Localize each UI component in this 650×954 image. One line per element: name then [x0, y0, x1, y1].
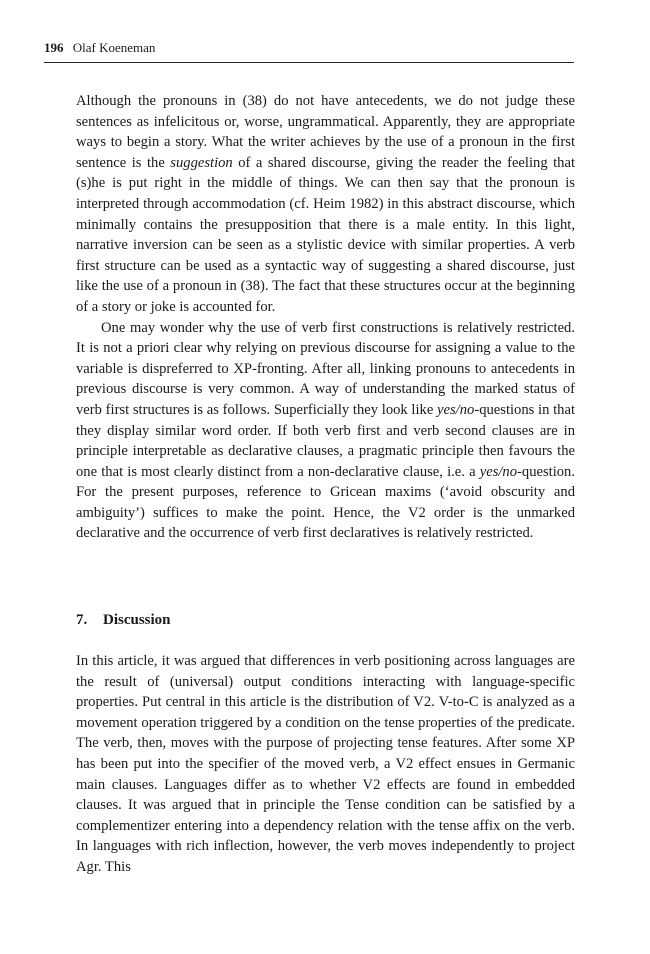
running-head-author: Olaf Koeneman: [72, 40, 156, 55]
paragraph-2-text-b: -questions in that they display similar word order. If both verb first and verb second clauses are in principle interpretable as declarative clauses, a pragmatic principle then favours the one that is most clearly distinct from a non-declarative clause, i.e. a: [76, 401, 575, 480]
section-heading: [76, 610, 171, 630]
section-title: Discussion: [103, 612, 171, 628]
paragraph-2-emphasis-2: yes/no: [479, 463, 518, 480]
body-text-block-2: [76, 651, 575, 878]
paragraph-1: [76, 91, 575, 318]
paragraph-3: In this article, it was argued that differences in verb positioning across languages are the result of (universal) output conditions interacting with language-specific properties. Put central in this article is the distribution of V2. V-to-C is analyzed as a movement operation triggered by a condition on the tense properties of the predicate. The verb, then, moves with the purpose of projecting tense features. After some XP has been put into the specifier of the moved verb, a V2 effect ensues in Germanic main clauses. Languages differ as to whether V2 effects are found in embedded clauses. It was argued that in principle the Tense condition can be satisfied by a complementizer entering into a dependency relation with the tense affix on the verb. In languages with rich inflection, however, the verb moves independently to project Agr. This: [76, 653, 575, 875]
paragraph-1-emphasis: suggestion: [170, 154, 233, 171]
paragraph-2: [76, 318, 575, 545]
paragraph-2-emphasis-1: yes/no: [437, 401, 475, 418]
running-header: [44, 40, 574, 63]
page-number: 196: [44, 40, 64, 55]
body-text-block-1: [76, 91, 575, 544]
paragraph-1-text-b: of a shared discourse, giving the reader the feeling that (s)he is put right in the middle of things. We can then say that the pronoun is interpreted through accommodation (cf. Heim 1982) in this abstract discourse, which minimally contains the presupposition that there is a male entity. In this light, narrative inversion can be seen as a stylistic device with similar properties. A verb first structure can be used as a syntactic way of suggesting a shared discourse, just like the use of a pronoun in (38). The fact that these structures occur at the beginning of a story or joke is accounted for.: [76, 154, 575, 315]
paragraph-2-text-a: One may wonder why the use of verb first constructions is relatively restricted. It is not a priori clear why relying on previous discourse for assigning a value to the variable is dispreferred to XP-fronting. After all, linking pronouns to antecedents in previous discourse is very common. A way of understanding the marked status of verb first structures is as follows. Superficially they look like: [76, 319, 575, 418]
paragraph-1-text-a: Although the pronouns in (38) do not have antecedents, we do not judge these sentences as infelicitous or, worse, ungrammatical. Apparently, they are appropriate ways to begin a story. What the writer achieves by the use of a pronoun in the first sentence is the: [76, 93, 575, 171]
section-number: 7.: [76, 612, 88, 628]
paragraph-2-text-c: -question. For the present purposes, reference to Gricean maxims (‘avoid obscurity and ambiguity’) suffices to make the point. Hence, the V2 order is the unmarked declarative and the occurrence of verb first declaratives is relatively restricted.: [76, 463, 575, 542]
